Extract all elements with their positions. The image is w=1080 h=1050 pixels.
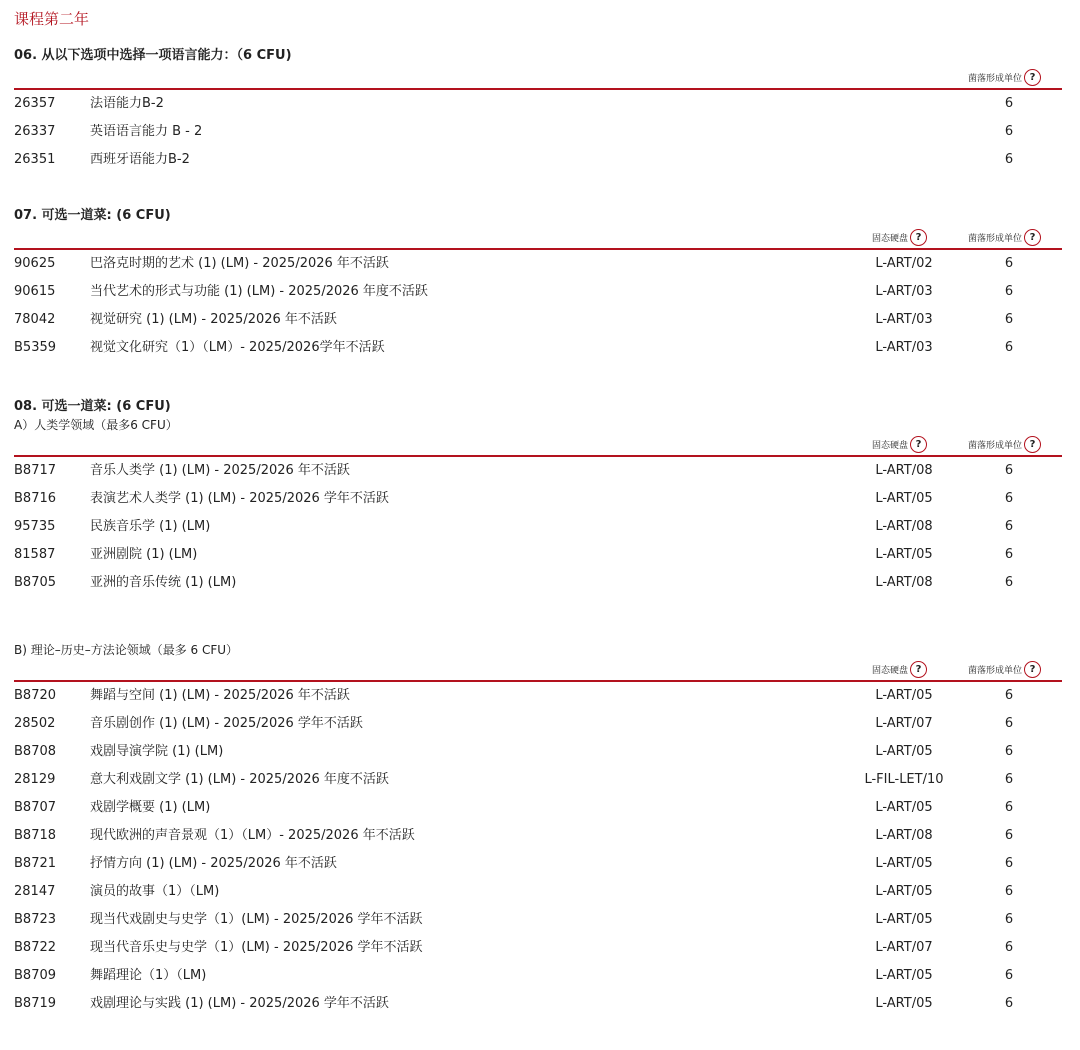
table-row	[14, 278, 1062, 306]
table-row	[14, 541, 1062, 569]
table-row	[14, 962, 1062, 990]
question-circle-icon[interactable]: ?	[1024, 229, 1041, 246]
course-cfu: 6	[1004, 968, 1014, 983]
course-code: 28502	[14, 716, 56, 731]
course-cfu: 6	[1004, 996, 1014, 1011]
course-ssd: L-ART/08	[875, 828, 933, 843]
course-code: 90625	[14, 256, 56, 271]
course-name-link[interactable]: 音乐剧创作 (1) (LM) - 2025/2026 学年不活跃	[90, 716, 363, 731]
course-code: B8721	[14, 856, 57, 871]
course-cfu: 6	[1004, 340, 1014, 355]
ssd-column-header	[872, 229, 927, 246]
course-code: B8723	[14, 912, 57, 927]
question-circle-icon[interactable]: ?	[1024, 436, 1041, 453]
course-cfu: 6	[1004, 519, 1014, 534]
question-circle-icon[interactable]: ?	[910, 661, 927, 678]
table-row	[14, 934, 1062, 962]
ssd-column-header	[872, 436, 927, 453]
course-name-link[interactable]: 舞蹈与空间 (1) (LM) - 2025/2026 年不活跃	[90, 688, 350, 703]
course-name-link[interactable]: 西班牙语能力B-2	[90, 152, 190, 167]
course-name-link[interactable]: 意大利戏剧文学 (1) (LM) - 2025/2026 年度不活跃	[90, 772, 389, 787]
course-name-link[interactable]: 戏剧学概要 (1) (LM)	[90, 800, 211, 815]
course-name-link[interactable]: 抒情方向 (1) (LM) - 2025/2026 年不活跃	[90, 856, 337, 871]
course-cfu: 6	[1004, 772, 1014, 787]
course-cfu: 6	[1004, 491, 1014, 506]
course-code: B8719	[14, 996, 57, 1011]
course-ssd: L-ART/07	[875, 940, 933, 955]
course-name-link[interactable]: 现当代戏剧史与史学（1）(LM) - 2025/2026 学年不活跃	[90, 912, 423, 927]
course-ssd: L-ART/08	[875, 463, 933, 478]
course-ssd: L-ART/05	[875, 800, 933, 815]
course-cfu: 6	[1004, 800, 1014, 815]
section-07	[14, 206, 1062, 362]
course-name-link[interactable]: 当代艺术的形式与功能 (1) (LM) - 2025/2026 年度不活跃	[90, 284, 428, 299]
course-ssd: L-ART/05	[875, 884, 933, 899]
course-code: 28129	[14, 772, 56, 787]
cfu-column-header	[968, 661, 1041, 678]
course-ssd: L-ART/07	[875, 716, 933, 731]
cfu-header-label: 菌落形成单位	[968, 234, 1023, 244]
table-row	[14, 485, 1062, 513]
table-row	[14, 118, 1062, 146]
course-code: B8716	[14, 491, 57, 506]
question-circle-icon[interactable]: ?	[910, 229, 927, 246]
course-cfu: 6	[1004, 828, 1014, 843]
course-cfu: 6	[1004, 575, 1014, 590]
section-08	[14, 397, 1062, 597]
table-row	[14, 990, 1062, 1018]
course-ssd: L-ART/05	[875, 491, 933, 506]
question-circle-icon[interactable]: ?	[910, 436, 927, 453]
table-row	[14, 513, 1062, 541]
course-code: B8720	[14, 688, 57, 703]
course-code: B8705	[14, 575, 57, 590]
course-name-link[interactable]: 现当代音乐史与史学（1）(LM) - 2025/2026 学年不活跃	[90, 940, 423, 955]
page-title: 课程第二年	[14, 10, 90, 28]
table-row	[14, 306, 1062, 334]
section-08-subsection-b	[14, 642, 1062, 1018]
course-name-link[interactable]: 演员的故事（1）（LM)	[90, 884, 220, 899]
table-row	[14, 682, 1062, 710]
table-row	[14, 146, 1062, 174]
cfu-header-label: 菌落形成单位	[968, 74, 1023, 84]
table-header	[14, 66, 1062, 90]
course-cfu: 6	[1004, 856, 1014, 871]
course-cfu: 6	[1004, 884, 1014, 899]
question-circle-icon[interactable]: ?	[1024, 69, 1041, 86]
course-name-link[interactable]: 巴洛克时期的艺术 (1) (LM) - 2025/2026 年不活跃	[90, 256, 389, 271]
course-code: B5359	[14, 340, 57, 355]
course-ssd: L-ART/08	[875, 575, 933, 590]
course-ssd: L-ART/05	[875, 547, 933, 562]
course-cfu: 6	[1004, 124, 1014, 139]
course-name-link[interactable]: 视觉文化研究（1）（LM）- 2025/2026学年不活跃	[90, 340, 385, 355]
table-row	[14, 878, 1062, 906]
course-name-link[interactable]: 舞蹈理论（1）（LM)	[90, 968, 207, 983]
course-cfu: 6	[1004, 152, 1014, 167]
course-ssd: L-ART/05	[875, 856, 933, 871]
course-name-link[interactable]: 法语能力B-2	[90, 96, 164, 111]
course-code: B8722	[14, 940, 57, 955]
course-code: 26351	[14, 152, 56, 167]
course-code: B8718	[14, 828, 57, 843]
table-row	[14, 569, 1062, 597]
course-code: 26337	[14, 124, 56, 139]
table-row	[14, 766, 1062, 794]
course-name-link[interactable]: 民族音乐学 (1) (LM)	[90, 519, 211, 534]
course-cfu: 6	[1004, 312, 1014, 327]
course-code: 28147	[14, 884, 56, 899]
course-cfu: 6	[1004, 284, 1014, 299]
course-ssd: L-ART/05	[875, 968, 933, 983]
table-row	[14, 334, 1062, 362]
table-row	[14, 90, 1062, 118]
course-cfu: 6	[1004, 547, 1014, 562]
course-code: B8709	[14, 968, 57, 983]
course-cfu: 6	[1004, 744, 1014, 759]
course-code: B8707	[14, 800, 57, 815]
table-row	[14, 738, 1062, 766]
course-ssd: L-ART/03	[875, 312, 933, 327]
cfu-header-label: 菌落形成单位	[968, 441, 1023, 451]
course-ssd: L-ART/05	[875, 688, 933, 703]
course-ssd: L-ART/08	[875, 519, 933, 534]
subsection-title-b: B) 理论–历史–方法论领域（最多 6 CFU）	[14, 643, 239, 657]
course-ssd: L-ART/03	[875, 340, 933, 355]
section-title: 08. 可选一道菜: (6 CFU)	[14, 399, 171, 414]
course-code: 95735	[14, 519, 56, 534]
course-name-link[interactable]: 英语语言能力 B - 2	[90, 124, 203, 139]
course-code: 78042	[14, 312, 56, 327]
ssd-header-label: 固态硬盘	[872, 441, 909, 451]
course-cfu: 6	[1004, 940, 1014, 955]
course-cfu: 6	[1004, 96, 1014, 111]
course-name-link[interactable]: 戏剧理论与实践 (1) (LM) - 2025/2026 学年不活跃	[90, 996, 389, 1011]
cfu-column-header	[968, 436, 1041, 453]
question-circle-icon[interactable]: ?	[1024, 661, 1041, 678]
course-cfu: 6	[1004, 688, 1014, 703]
course-cfu: 6	[1004, 716, 1014, 731]
course-name-link[interactable]: 现代欧洲的声音景观（1）（LM）- 2025/2026 年不活跃	[90, 828, 415, 843]
table-header	[14, 658, 1062, 682]
course-ssd: L-ART/02	[875, 256, 933, 271]
subsection-title-a: A）人类学领域（最多6 CFU）	[14, 418, 178, 432]
section-title: 07. 可选一道菜: (6 CFU)	[14, 208, 171, 223]
ssd-column-header	[872, 661, 927, 678]
section-06	[14, 46, 1062, 174]
course-cfu: 6	[1004, 463, 1014, 478]
cfu-column-header	[968, 69, 1041, 86]
course-cfu: 6	[1004, 256, 1014, 271]
ssd-header-label: 固态硬盘	[872, 666, 909, 676]
course-ssd: L-ART/05	[875, 996, 933, 1011]
course-name-link[interactable]: 音乐人类学 (1) (LM) - 2025/2026 年不活跃	[90, 463, 350, 478]
table-header	[14, 226, 1062, 250]
course-code: B8717	[14, 463, 57, 478]
course-ssd: L-ART/03	[875, 284, 933, 299]
course-ssd: L-ART/05	[875, 744, 933, 759]
table-header	[14, 433, 1062, 457]
table-row	[14, 250, 1062, 278]
table-row	[14, 457, 1062, 485]
table-row	[14, 850, 1062, 878]
table-row	[14, 794, 1062, 822]
table-row	[14, 906, 1062, 934]
course-code: 81587	[14, 547, 56, 562]
course-code: 26357	[14, 96, 56, 111]
course-name-link[interactable]: 亚洲剧院 (1) (LM)	[90, 547, 198, 562]
section-title: 06. 从以下选项中选择一项语言能力：（6 CFU)	[14, 48, 292, 63]
table-row	[14, 710, 1062, 738]
cfu-column-header	[968, 229, 1041, 246]
course-code: B8708	[14, 744, 57, 759]
course-cfu: 6	[1004, 912, 1014, 927]
course-ssd: L-ART/05	[875, 912, 933, 927]
table-row	[14, 822, 1062, 850]
course-ssd: L-FIL-LET/10	[864, 772, 944, 787]
course-name-link[interactable]: 戏剧导演学院 (1) (LM)	[90, 744, 224, 759]
course-name-link[interactable]: 亚洲的音乐传统 (1) (LM)	[90, 575, 237, 590]
course-code: 90615	[14, 284, 56, 299]
course-name-link[interactable]: 视觉研究 (1) (LM) - 2025/2026 年不活跃	[90, 312, 337, 327]
ssd-header-label: 固态硬盘	[872, 234, 909, 244]
course-name-link[interactable]: 表演艺术人类学 (1) (LM) - 2025/2026 学年不活跃	[90, 491, 389, 506]
cfu-header-label: 菌落形成单位	[968, 666, 1023, 676]
